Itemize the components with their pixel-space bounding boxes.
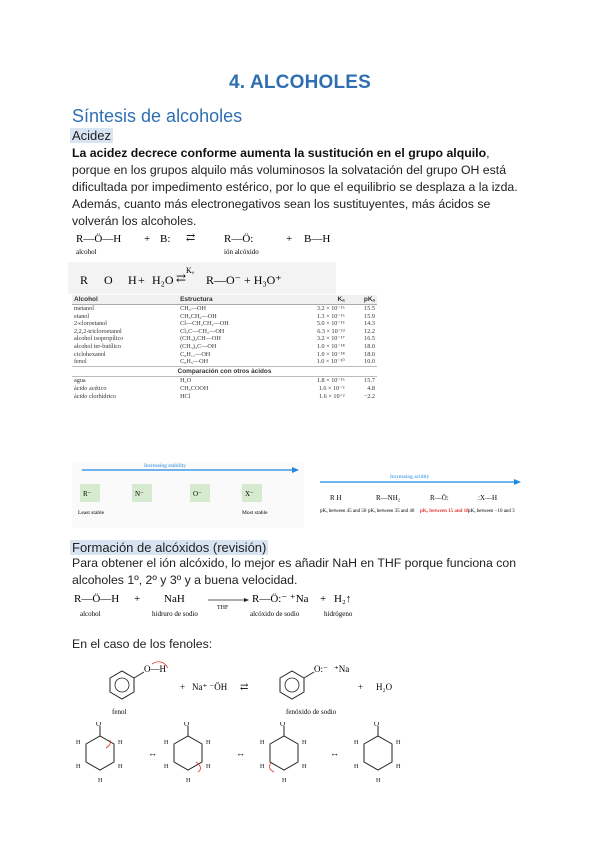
acidity-table xyxy=(72,295,377,400)
svg-text:H: H xyxy=(76,740,81,746)
svg-text:R—Ö:: R—Ö: xyxy=(224,233,254,245)
svg-text:↔: ↔ xyxy=(330,748,339,758)
alcoxidos-heading: Formación de alcóxidos (revisión) xyxy=(72,540,267,555)
svg-text:H: H xyxy=(76,764,81,770)
svg-text:R—Ö—H: R—Ö—H xyxy=(74,593,120,605)
svg-text:H: H xyxy=(128,273,137,287)
stability-figure xyxy=(72,462,304,528)
svg-text:alcohol: alcohol xyxy=(80,610,101,618)
svg-text:R—Ö:: R—Ö: xyxy=(430,494,449,502)
svg-text:H: H xyxy=(98,778,103,784)
svg-text::X—H: :X—H xyxy=(478,494,498,502)
svg-text:H: H xyxy=(206,764,211,770)
svg-text:+: + xyxy=(134,593,141,605)
table-row: etanol CH₃CH₂—OH 1.3 × 10⁻¹⁶ 15.9 xyxy=(74,312,375,320)
svg-text:O: O xyxy=(104,273,113,287)
fenoles-intro: En el caso de los fenoles: xyxy=(72,637,213,651)
svg-text:alcohol: alcohol xyxy=(76,248,97,256)
svg-text:R—NH₂: R—NH₂ xyxy=(376,494,401,502)
col-estructura: Estructura xyxy=(178,295,283,305)
svg-text:O: O xyxy=(96,722,102,728)
svg-text:H₂O: H₂O xyxy=(376,682,393,692)
table-row: fenol C₆H₅—OH 1.0 × 10⁻¹⁰ 10.0 xyxy=(74,358,375,366)
svg-text:pKₐ between 15 and 18: pKₐ between 15 and 18 xyxy=(420,509,469,514)
acidez-bold: La acidez decrece conforme aumenta la sustitución en el grupo alquilo xyxy=(72,146,487,160)
svg-text:↔: ↔ xyxy=(148,748,157,758)
page-title: 4. ALCOHOLES xyxy=(228,72,372,93)
svg-text:alcóxido de sodio: alcóxido de sodio xyxy=(250,610,300,618)
svg-text:H: H xyxy=(206,740,211,746)
ka-equation xyxy=(68,262,336,294)
svg-text:H: H xyxy=(376,778,381,784)
table-row: agua H₂O 1.8 × 10⁻¹⁶ 15.7 xyxy=(74,377,375,385)
col-ka: Kₐ xyxy=(283,295,347,305)
resonance-3 xyxy=(260,722,307,784)
svg-text:B—H: B—H xyxy=(304,233,331,245)
svg-text:Increasing stability: Increasing stability xyxy=(144,463,187,469)
svg-text:ión alcóxido: ión alcóxido xyxy=(224,248,259,256)
svg-text:O: O xyxy=(280,722,286,728)
svg-text:H: H xyxy=(164,740,169,746)
svg-text:O: O xyxy=(184,722,190,728)
svg-text:X⁻: X⁻ xyxy=(245,490,254,498)
svg-text:R—O⁻ + H₃O⁺: R—O⁻ + H₃O⁺ xyxy=(206,273,282,287)
svg-text:H: H xyxy=(260,764,265,770)
svg-text:hidruro de sodio: hidruro de sodio xyxy=(152,610,198,618)
compare-heading-row: Comparación con otros ácidos xyxy=(72,366,377,377)
svg-text:H: H xyxy=(118,740,123,746)
svg-text:fenol: fenol xyxy=(112,708,127,716)
svg-text:+: + xyxy=(180,682,186,692)
svg-text:R—Ö—H: R—Ö—H xyxy=(76,233,122,245)
svg-text:H: H xyxy=(282,778,287,784)
svg-text:R⁻: R⁻ xyxy=(83,490,92,498)
table-row: ácido acético CH₃COOH 1.6 × 10⁻⁵ 4.8 xyxy=(74,384,375,392)
svg-text:⇄: ⇄ xyxy=(176,271,187,285)
table-row: ácido clorhídrico HCl 1.6 × 10⁺² −2.2 xyxy=(74,392,375,400)
svg-text:R: R xyxy=(80,273,89,287)
svg-text:+: + xyxy=(286,233,293,245)
svg-text:hidrógeno: hidrógeno xyxy=(324,610,353,618)
resonance-4 xyxy=(354,722,401,784)
svg-text:Most stable: Most stable xyxy=(242,510,268,516)
section-heading: Síntesis de alcoholes xyxy=(72,106,243,126)
svg-text:pKₐ between 35 and 40: pKₐ between 35 and 40 xyxy=(368,509,415,514)
phenol-equation xyxy=(90,660,430,720)
svg-text:⇄: ⇄ xyxy=(186,232,196,244)
svg-text:H: H xyxy=(354,740,359,746)
svg-text:H: H xyxy=(164,764,169,770)
alcohol-ionization-equation xyxy=(72,228,337,258)
svg-text:Least stable: Least stable xyxy=(78,510,105,516)
resonance-1 xyxy=(76,722,123,784)
acidez-heading: Acidez xyxy=(72,128,112,143)
alkoxide-equation xyxy=(72,588,382,622)
table-row: 2,2,2-tricloroetanol Cl₃C—CH₂—OH 6.3 × 10⁻¹³ 12.2 xyxy=(74,327,375,335)
svg-text:+: + xyxy=(144,233,151,245)
alcoxidos-paragraph: Para obtener el ión alcóxido, lo mejor es añadir NaH en THF porque funciona con alcoholes 1º, 2º y 3º y a buena velocidad. xyxy=(72,556,517,587)
svg-text:H: H xyxy=(118,764,123,770)
svg-text:H: H xyxy=(260,740,265,746)
svg-text:+: + xyxy=(138,273,145,287)
svg-text:fenóxido de sodio: fenóxido de sodio xyxy=(286,708,337,716)
svg-text:NaH: NaH xyxy=(164,593,185,605)
svg-text:H₂↑: H₂↑ xyxy=(334,593,352,605)
svg-text:H: H xyxy=(354,764,359,770)
svg-text:B:: B: xyxy=(160,233,171,245)
svg-text:H: H xyxy=(302,764,307,770)
svg-text:⁺Na: ⁺Na xyxy=(334,664,350,674)
table-body-alcohols xyxy=(72,305,377,401)
svg-text:R H: R H xyxy=(330,494,342,502)
svg-text:N⁻: N⁻ xyxy=(135,490,144,498)
col-alcohol: Alcohol xyxy=(72,295,178,305)
svg-text:O: O xyxy=(374,722,380,728)
table-row: alcohol isopropílico (CH₃)₂CH—OH 3.2 × 10⁻¹⁷ 16.5 xyxy=(74,335,375,343)
svg-text:⇄: ⇄ xyxy=(240,682,249,693)
acidez-paragraph: La acidez decrece conforme aumenta la sustitución en el grupo alquilo, porque en los grupos alquilo más voluminosos la solvatación del grupo OH está dificultada por impedimento estérico, por lo que el equilibrio se desplaza a la izda. Además, cuanto más electronegativos sean los sustituyentes, más ácidos se volverán los alcoholes. xyxy=(72,146,518,228)
svg-text:O—H: O—H xyxy=(144,664,166,674)
svg-text:H: H xyxy=(396,740,401,746)
svg-text:O⁻: O⁻ xyxy=(193,490,202,498)
svg-text:pKₐ between 45 and 50: pKₐ between 45 and 50 xyxy=(320,509,367,514)
resonance-structures xyxy=(72,722,432,792)
table-row: metanol CH₃—OH 3.2 × 10⁻¹⁶ 15.5 xyxy=(74,305,375,312)
resonance-2 xyxy=(164,722,211,784)
table-row: alcohol ter-butílico (CH₃)₃C—OH 1.0 × 10⁻¹⁸ 18.0 xyxy=(74,342,375,350)
acidity-figure xyxy=(316,464,526,528)
svg-text:O:⁻: O:⁻ xyxy=(314,664,328,674)
svg-text:THF: THF xyxy=(217,605,229,611)
svg-text:Na⁺ ⁻ÖH: Na⁺ ⁻ÖH xyxy=(192,682,228,692)
table-row: 2-cloroetanol Cl—CH₂CH₂—OH 5.0 × 10⁻¹⁵ 14.3 xyxy=(74,320,375,328)
svg-text:+: + xyxy=(320,593,327,605)
svg-text:H: H xyxy=(396,764,401,770)
svg-text:Kₐ: Kₐ xyxy=(186,266,194,275)
svg-text:↔: ↔ xyxy=(236,748,245,758)
svg-text:H: H xyxy=(302,740,307,746)
svg-text:pKₐ between −10 and 3: pKₐ between −10 and 3 xyxy=(468,509,515,514)
svg-text:+: + xyxy=(358,682,364,692)
table-row: ciclohexanol C₆H₁₁—OH 1.0 × 10⁻¹⁸ 18.0 xyxy=(74,350,375,358)
svg-text:Increasing acidity: Increasing acidity xyxy=(390,474,430,480)
svg-text:R—Ö:⁻ ⁺Na: R—Ö:⁻ ⁺Na xyxy=(252,593,309,605)
svg-text:H: H xyxy=(186,778,191,784)
svg-text:H₂O: H₂O xyxy=(152,273,174,287)
col-pka: pKₐ xyxy=(347,295,377,305)
